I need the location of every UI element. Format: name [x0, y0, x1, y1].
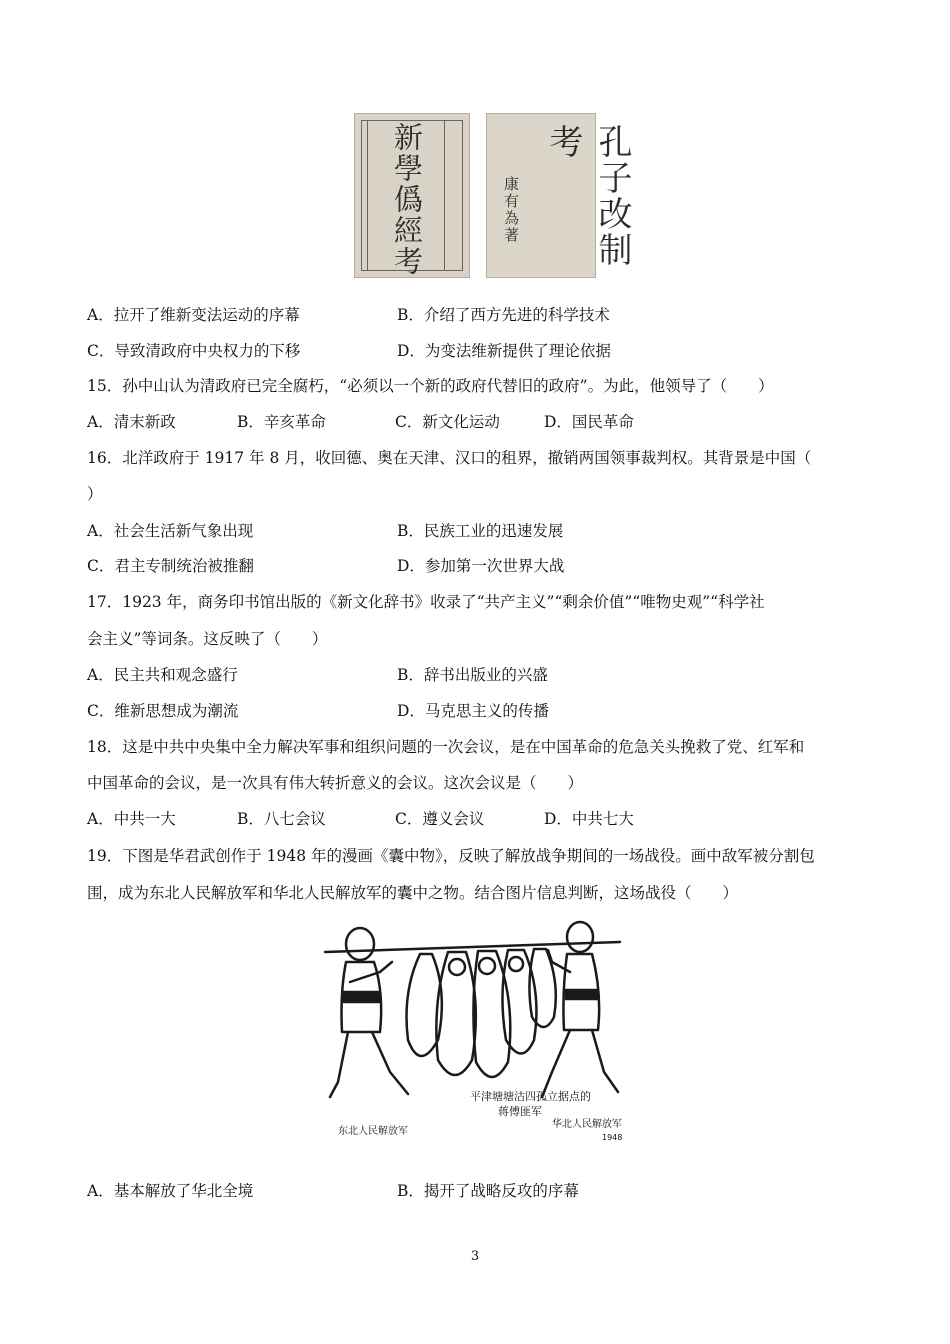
q15-option-d[interactable]: D．国民革命	[544, 413, 634, 431]
q16-option-d[interactable]: D．参加第一次世界大战	[397, 557, 565, 575]
q14-option-b[interactable]: B．介绍了西方先进的科学技术	[397, 306, 610, 324]
q14-option-d[interactable]: D．为变法维新提供了理论依据	[397, 342, 611, 360]
q15-option-c[interactable]: C．新文化运动	[395, 413, 500, 431]
page-number: 3	[470, 1249, 480, 1264]
q16-stem-line1: 16．北洋政府于 1917 年 8 月，收回德、奥在天津、汉口的租界，撤销两国领事裁判权。其背景是中国（	[87, 449, 812, 467]
book-cover-kongzi-gaizhi-kao	[486, 113, 632, 278]
cartoon-nangzhongwu	[320, 922, 640, 1147]
q19-stem-line2: 围，成为东北人民解放军和华北人民解放军的囊中之物。结合图片信息判断，这场战役（ ）	[87, 884, 739, 902]
q17-stem-line2: 会主义”等词条。这反映了（ ）	[87, 630, 328, 648]
cartoon-sack-label-2: 蒋傅匪军	[498, 1105, 542, 1118]
q14-option-a[interactable]: A．拉开了维新变法运动的序幕	[87, 306, 300, 324]
q15-stem: 15．孙中山认为清政府已完全腐朽，“必须以一个新的政府代替旧的政府”。为此，他领导了（ ）	[87, 377, 774, 395]
book-title-left: 新學僞經考	[390, 122, 424, 277]
q17-option-c[interactable]: C．维新思想成为潮流	[87, 702, 239, 720]
q15-option-a[interactable]: A．清末新政	[87, 413, 176, 431]
q18-option-a[interactable]: A．中共一大	[87, 810, 176, 828]
q18-option-b[interactable]: B．八七会议	[237, 810, 326, 828]
q17-option-d[interactable]: D．马克思主义的传播	[397, 702, 549, 720]
cartoon-year: 1948	[602, 1133, 623, 1142]
q17-option-b[interactable]: B．辞书出版业的兴盛	[397, 666, 548, 684]
cartoon-sack-label-1: 平津塘塘沽四孤立据点的	[470, 1090, 591, 1103]
book-cover-xinxue-weijing-kao	[354, 113, 470, 278]
cartoon-right-caption: 华北人民解放军	[552, 1119, 622, 1130]
q19-option-b[interactable]: B．揭开了战略反攻的序幕	[397, 1182, 579, 1200]
q19-stem-line1: 19．下图是华君武创作于 1948 年的漫画《囊中物》，反映了解放战争期间的一场战役。画中敌军被分割包	[87, 847, 815, 865]
q16-option-b[interactable]: B．民族工业的迅速发展	[397, 522, 564, 540]
q18-option-d[interactable]: D．中共七大	[544, 810, 634, 828]
q18-stem-line2: 中国革命的会议，是一次具有伟大转折意义的会议。这次会议是（ ）	[87, 774, 584, 792]
q17-stem-line1: 17．1923 年，商务印书馆出版的《新文化辞书》收录了“共产主义”“剩余价值”“唯物史观”“科学社	[87, 593, 765, 611]
q14-option-c[interactable]: C．导致清政府中央权力的下移	[87, 342, 301, 360]
book-title-right: 孔子改制考	[543, 124, 632, 268]
q16-stem-line2: ）	[87, 485, 103, 503]
q16-option-a[interactable]: A．社会生活新气象出现	[87, 522, 254, 540]
cartoon-drawing	[320, 922, 640, 1147]
q16-option-c[interactable]: C．君主专制统治被推翻	[87, 557, 254, 575]
q19-option-a[interactable]: A．基本解放了华北全境	[87, 1182, 254, 1200]
q15-option-b[interactable]: B．辛亥革命	[237, 413, 326, 431]
q17-option-a[interactable]: A．民主共和观念盛行	[87, 666, 238, 684]
q18-option-c[interactable]: C．遵义会议	[395, 810, 485, 828]
cartoon-left-caption: 东北人民解放军	[338, 1126, 408, 1137]
book-author: 康有為著	[502, 176, 520, 244]
q18-stem-line1: 18．这是中共中央集中全力解决军事和组织问题的一次会议，是在中国革命的危急关头挽救了党、红军和	[87, 738, 805, 756]
